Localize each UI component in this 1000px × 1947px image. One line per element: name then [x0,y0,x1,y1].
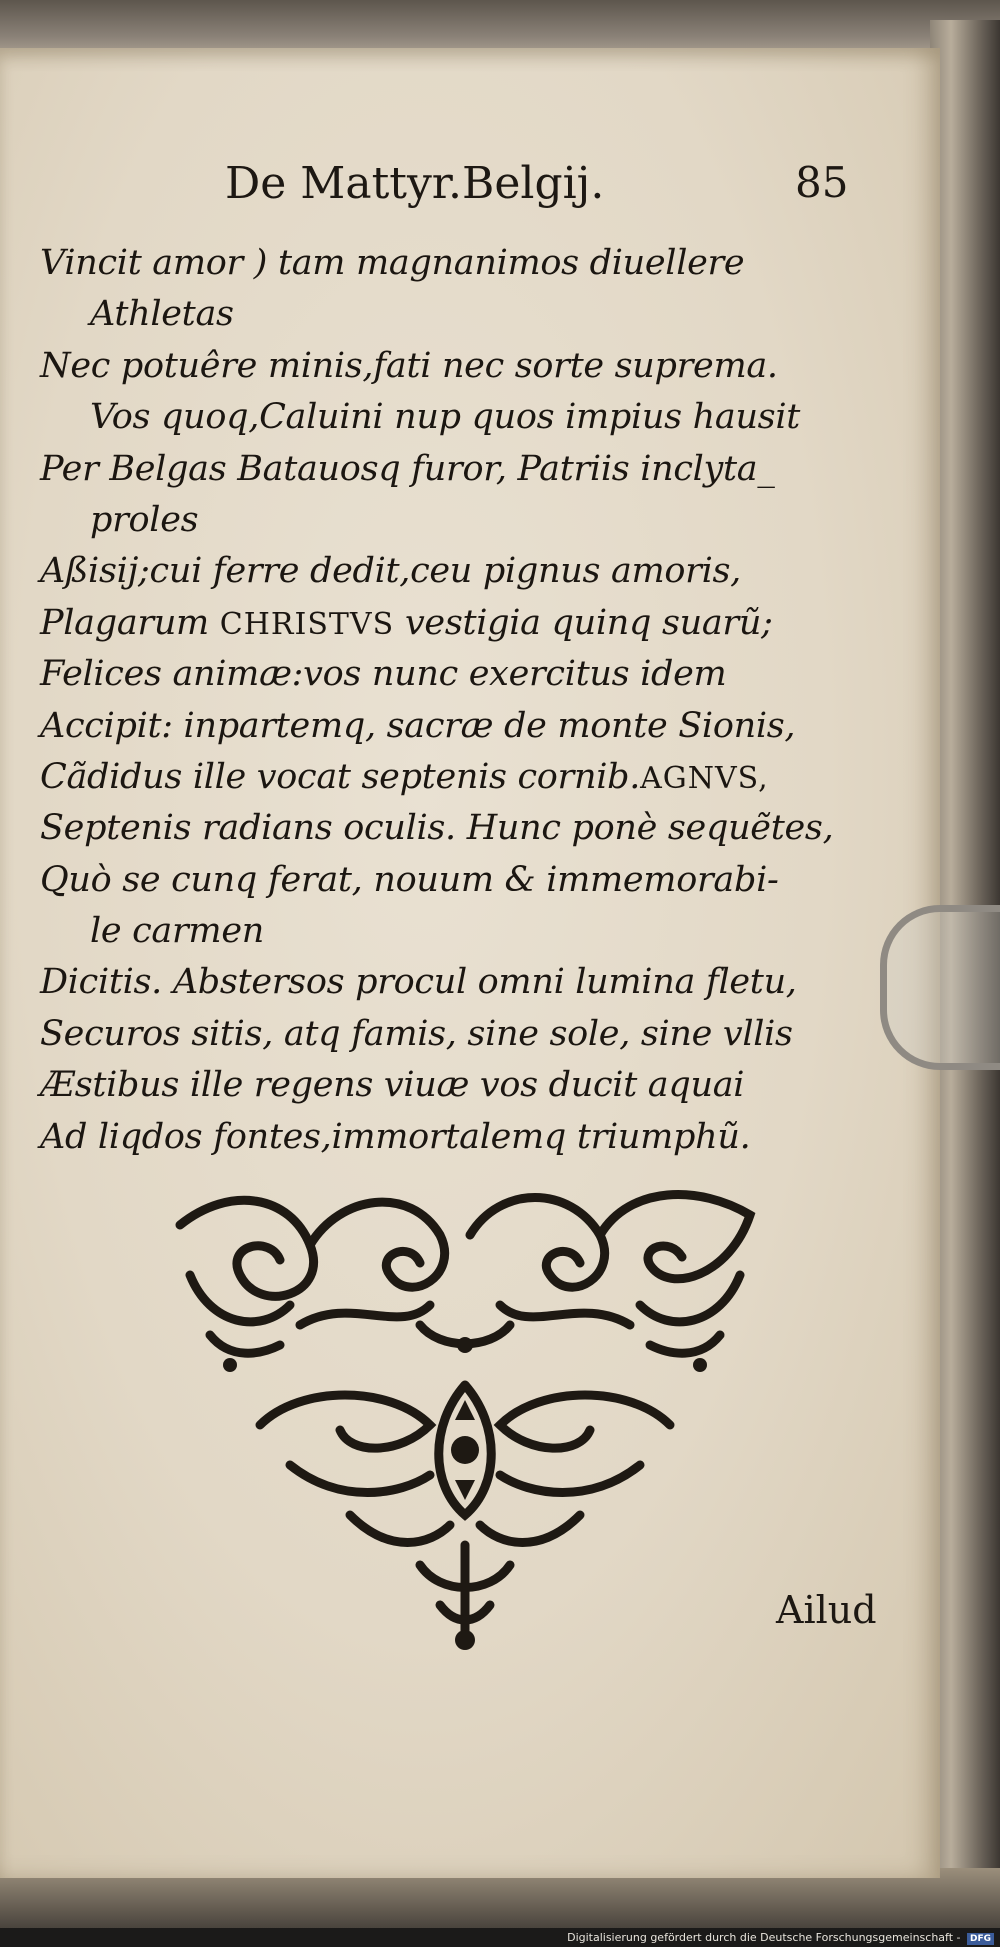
digitization-credit [567,1931,994,1945]
verse-line: Athletas [90,294,234,335]
verse-line: Dicitis. Abstersos procul omni lumina fletu, [40,962,797,1003]
verse-line: Ad liqdos fontes,immortalemq triumphũ. [40,1116,751,1157]
verse-line: Quò se cunq ferat, nouum & immemorabi- [40,859,779,900]
verse-fragment: vestigia quinq suarũ; [394,602,773,643]
small-caps-name: CHRISTVS [219,606,395,642]
catchword: Ailud [776,1588,877,1632]
page-clip [880,905,1000,1070]
verse-text-block [40,238,900,1163]
running-title: De Mattyr.Belgij. [225,158,605,209]
page-header [0,158,940,218]
verse-line [40,752,900,803]
verse-fragment: Cãdidus ille vocat septenis cornib. [40,756,641,797]
verse-line: Per Belgas Batauosq furor, Patriis inclyta_ [40,448,775,489]
verse-line: Felices animæ:vos nunc exercitus idem [40,654,727,695]
verse-fragment: Plagarum [40,602,220,643]
dfg-logo-icon: DFG [967,1933,994,1945]
book-board-top [0,0,1000,52]
verse-line: Septenis radians oculis. Hunc ponè sequẽtes, [40,808,834,849]
verse-line: Vos quoq,Caluini nup quos impius hausit [90,397,801,438]
verse-line: Vincit amor ) tam magnanimos diuellere [40,243,745,283]
credit-text: Digitalisierung gefördert durch die Deutsche Forschungsgemeinschaft - [567,1931,961,1944]
verse-line: Æstibus ille regens viuæ vos ducit aquai [40,1065,745,1106]
verse-line: proles [90,499,199,540]
ornament-vignette-icon [170,1185,760,1655]
verse-line: Accipit: inpartemq, sacræ de monte Sionis, [40,705,796,746]
verse-line: Nec potuêre minis,fati nec sorte suprema. [40,345,778,386]
verse-line [40,598,900,649]
verse-line: Aßisij;cui ferre dedit,ceu pignus amoris, [40,551,741,592]
verse-line: Securos sitis, atq famis, sine sole, sine vllis [40,1013,793,1054]
verse-line: le carmen [90,911,264,952]
page-number: 85 [795,158,849,207]
small-caps-name: AGNVS, [640,760,769,796]
